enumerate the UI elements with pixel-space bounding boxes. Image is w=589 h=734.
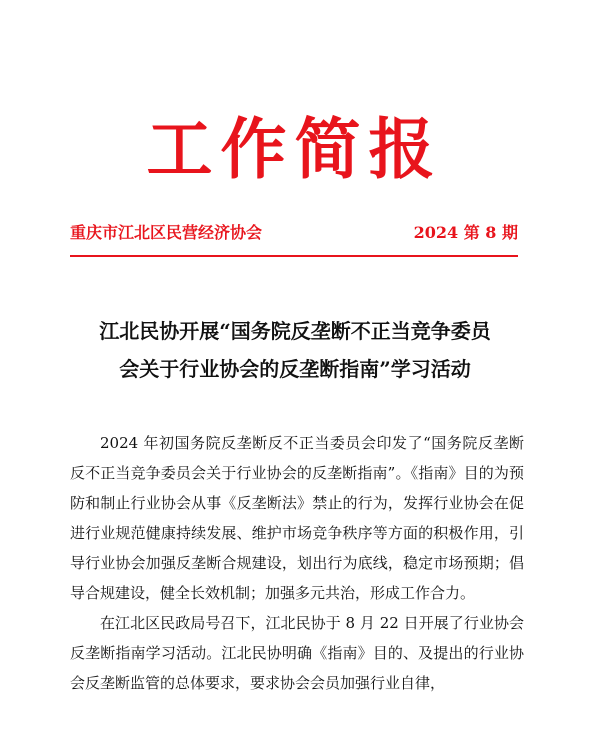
header-divider [70,255,518,257]
article-title-line-1: 江北民协开展“国务院反垄断不正当竞争委员 [99,319,491,343]
header-row [70,222,518,246]
paragraph-1: 2024 年初国务院反垄断反不正当委员会印发了“国务院反垄断反不正当竞争委员会关于行业协会的反垄断指南”。《指南》目的为预防和制止行业协会从事《反垄断法》禁止的行为，发挥行业协会在促进行业规范健康持续发展、维护市场竞争秩序等方面的积极作用，引导行业协会加强反垄断合规建设，划出行为底线，稳定市场预期；倡导合规建设，健全长效机制；加强多元共治，形成工作合力。 [70,434,524,602]
masthead: 工作简报 [146,111,443,188]
article-title [60,312,530,388]
article-body [70,428,524,698]
article-title-line-2: 会关于行业协会的反垄断指南”学习活动 [119,357,471,381]
issue-number: 2024 第 8 期 [413,223,518,242]
organization-name: 重庆市江北区民营经济协会 [70,223,263,242]
paragraph-2: 在江北区民政局号召下，江北民协于 8 月 22 日开展了行业协会反垄断指南学习活动。江北民协明确《指南》目的、及提出的行业协会反垄断监管的总体要求，要求协会会员加强行业自律， [70,614,524,692]
